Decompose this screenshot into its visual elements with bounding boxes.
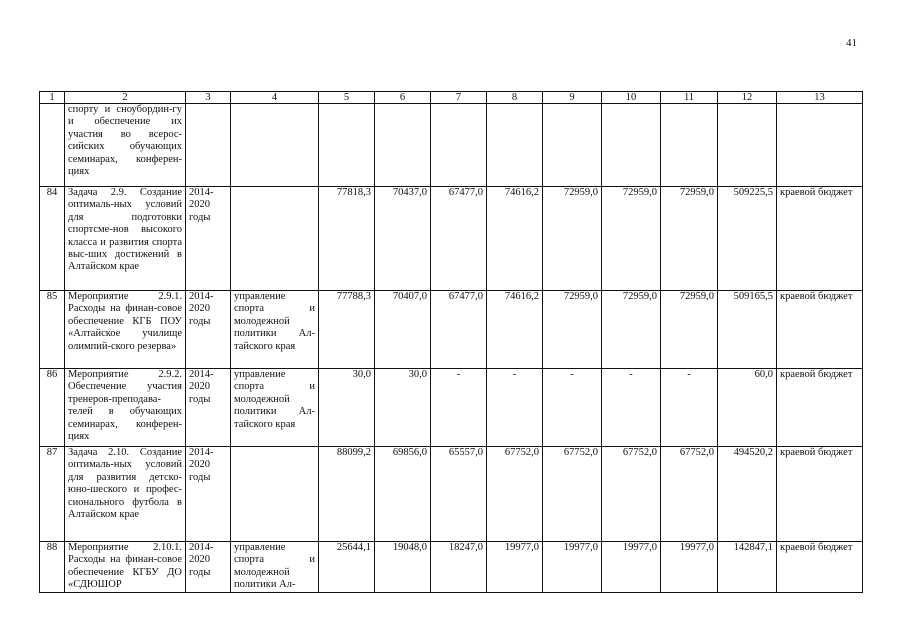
column-header: 13 (777, 92, 863, 104)
program-table (39, 91, 863, 593)
value-cell: 88099,2 (319, 447, 375, 542)
period-cell: 2014-2020 годы (186, 369, 231, 447)
value-cell: 67752,0 (487, 447, 543, 542)
value-cell: 77818,3 (319, 187, 375, 291)
funding-source: краевой бюджет (777, 291, 863, 369)
value-cell (319, 104, 375, 187)
funding-source: краевой бюджет (777, 187, 863, 291)
period-cell: 2014-2020 годы (186, 447, 231, 542)
column-header: 7 (431, 92, 487, 104)
column-header: 3 (186, 92, 231, 104)
value-cell: - (661, 369, 718, 447)
item-name: Мероприятие 2.9.1. Расходы на финан-совое обеспечение КГБ ПОУ «Алтайское училище олимпий-ского резерва» (65, 291, 186, 369)
row-number: 85 (40, 291, 65, 369)
value-cell: - (543, 369, 602, 447)
executor-cell: управление спорта и молодежной политики Ал-тайского края (231, 291, 319, 369)
table-row (40, 104, 863, 187)
value-cell: 72959,0 (661, 187, 718, 291)
value-cell: 72959,0 (543, 187, 602, 291)
period-cell (186, 104, 231, 187)
period-cell: 2014-2020 годы (186, 542, 231, 593)
executor-cell (231, 187, 319, 291)
item-name: Мероприятие 2.10.1. Расходы на финан-совое обеспечение КГБУ ДО «СДЮШОР (65, 542, 186, 593)
value-cell: 18247,0 (431, 542, 487, 593)
value-cell: 19977,0 (602, 542, 661, 593)
table-row (40, 447, 863, 542)
value-cell: 67752,0 (661, 447, 718, 542)
value-cell: 19977,0 (487, 542, 543, 593)
executor-cell (231, 104, 319, 187)
value-cell: 72959,0 (602, 187, 661, 291)
total-cell: 60,0 (718, 369, 777, 447)
value-cell: 77788,3 (319, 291, 375, 369)
value-cell: - (431, 369, 487, 447)
value-cell: 19977,0 (543, 542, 602, 593)
executor-cell: управление спорта и молодежной политики Ал- (231, 542, 319, 593)
value-cell: 70437,0 (375, 187, 431, 291)
value-cell: 72959,0 (661, 291, 718, 369)
value-cell: 19048,0 (375, 542, 431, 593)
value-cell: 70407,0 (375, 291, 431, 369)
column-header: 5 (319, 92, 375, 104)
value-cell: 69856,0 (375, 447, 431, 542)
column-header: 4 (231, 92, 319, 104)
item-name: Задача 2.10. Создание оптималь-ных условий для развития детско-юно-шеского и профес-сионального футбола в Алтайском крае (65, 447, 186, 542)
column-header: 1 (40, 92, 65, 104)
column-header: 2 (65, 92, 186, 104)
value-cell: 74616,2 (487, 187, 543, 291)
column-header: 10 (602, 92, 661, 104)
value-cell: 65557,0 (431, 447, 487, 542)
value-cell (543, 104, 602, 187)
table-row (40, 291, 863, 369)
value-cell: 72959,0 (602, 291, 661, 369)
funding-source: краевой бюджет (777, 447, 863, 542)
value-cell (431, 104, 487, 187)
executor-cell: управление спорта и молодежной политики Ал-тайского края (231, 369, 319, 447)
total-cell (718, 104, 777, 187)
column-header: 6 (375, 92, 431, 104)
value-cell: 30,0 (319, 369, 375, 447)
value-cell: 25644,1 (319, 542, 375, 593)
total-cell: 509225,5 (718, 187, 777, 291)
funding-source: краевой бюджет (777, 542, 863, 593)
row-number: 88 (40, 542, 65, 593)
row-number: 84 (40, 187, 65, 291)
item-name: Мероприятие 2.9.2. Обеспечение участия тренеров-преподава-телей в обучающих семинарах, конферен-циях (65, 369, 186, 447)
item-name: Задача 2.9. Создание оптималь-ных условий для подготовки спортсме-нов высокого класса и развития спорта выс-ших достижений в Алтайском крае (65, 187, 186, 291)
column-header: 11 (661, 92, 718, 104)
value-cell: 74616,2 (487, 291, 543, 369)
column-number-row (40, 92, 863, 104)
value-cell: - (602, 369, 661, 447)
value-cell: 72959,0 (543, 291, 602, 369)
value-cell: 67477,0 (431, 187, 487, 291)
row-number (40, 104, 65, 187)
value-cell (487, 104, 543, 187)
funding-source: краевой бюджет (777, 369, 863, 447)
row-number: 87 (40, 447, 65, 542)
page-number: 41 (846, 37, 857, 49)
value-cell: 30,0 (375, 369, 431, 447)
table-row (40, 542, 863, 593)
total-cell: 494520,2 (718, 447, 777, 542)
value-cell: - (487, 369, 543, 447)
item-name: спорту и сноубордин-гу и обеспечение их участия во всерос-сийских обучающих семинарах, конферен-циях (65, 104, 186, 187)
total-cell: 142847,1 (718, 542, 777, 593)
column-header: 9 (543, 92, 602, 104)
table-row (40, 369, 863, 447)
value-cell: 67752,0 (602, 447, 661, 542)
column-header: 8 (487, 92, 543, 104)
value-cell: 19977,0 (661, 542, 718, 593)
table-row (40, 187, 863, 291)
value-cell (602, 104, 661, 187)
period-cell: 2014-2020 годы (186, 291, 231, 369)
row-number: 86 (40, 369, 65, 447)
total-cell: 509165,5 (718, 291, 777, 369)
period-cell: 2014-2020 годы (186, 187, 231, 291)
value-cell: 67752,0 (543, 447, 602, 542)
funding-source (777, 104, 863, 187)
value-cell: 67477,0 (431, 291, 487, 369)
executor-cell (231, 447, 319, 542)
value-cell (375, 104, 431, 187)
value-cell (661, 104, 718, 187)
column-header: 12 (718, 92, 777, 104)
